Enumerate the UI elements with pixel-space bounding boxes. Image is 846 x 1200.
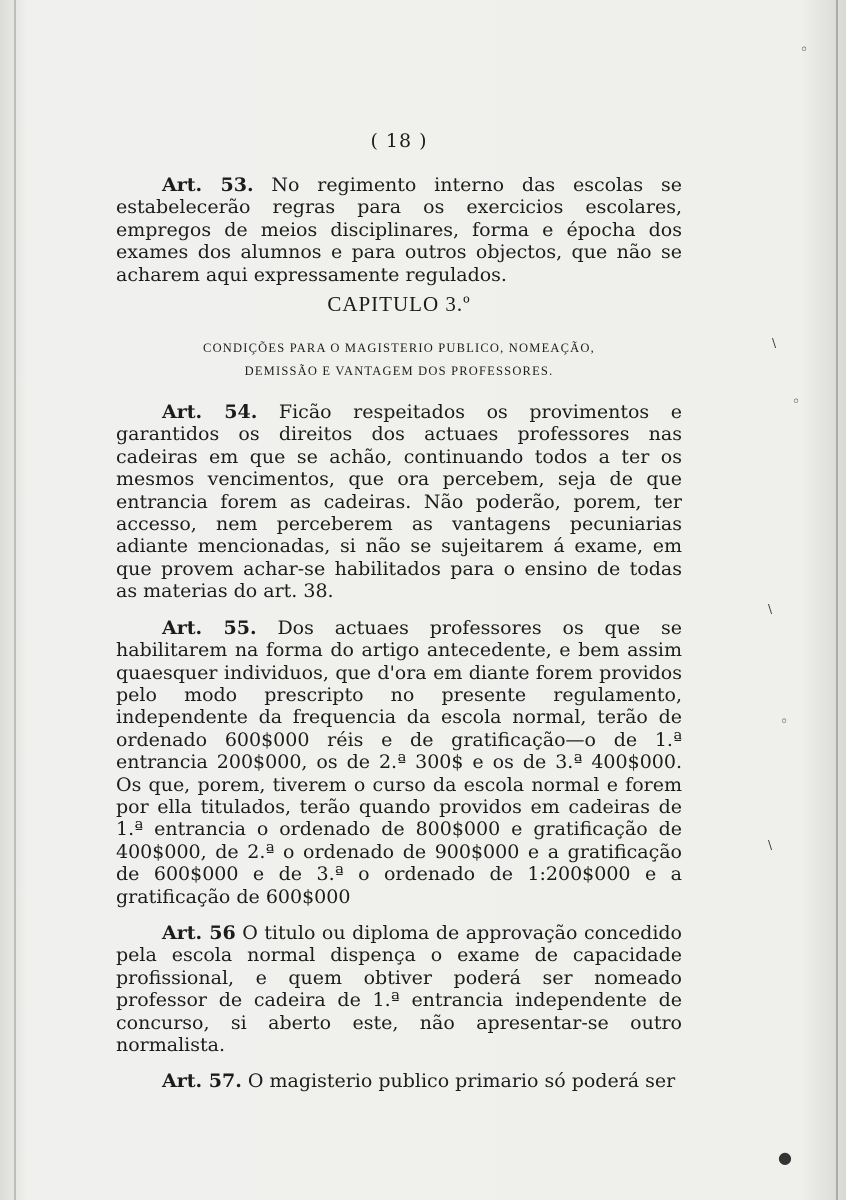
article-text: O magisterio publico primario só poderá ser (247, 1070, 676, 1093)
article-text: Ficão respeitados os provimentos e garantidos os direitos dos actuaes professores nas cadeiras em que se achão, continuando todos a ter os mesmos vencimentos, que ora percebem, seja de que entrancia forem as cadeiras. Não poderão, porem, ter accesso, nem perceberem as vantagens pecuniarias adiante mencionadas, si não se sujeitarem á exame, em que provem achar-se habilitados para o ensino de todas as materias do art. 38. (116, 401, 682, 603)
paragraph-gap (116, 1056, 682, 1070)
article-54 (116, 401, 682, 603)
article-text: No regimento interno das escolas se estabelecerão regras para os exercicios escolares, empregos de meios disciplinares, forma e épocha dos exames dos alumnos e para outros objectos, que não se acharem aqui expressamente regulados. (116, 174, 682, 286)
chapter-subtitle (116, 337, 682, 383)
article-label: Art. 55. (162, 616, 257, 639)
article-57 (116, 1070, 682, 1092)
article-text: O titulo ou diploma de approvação concedido pela escola normal dispença o exame de capacidade profissional, e quem obtiver poderá ser nomeado professor de cadeira de 1.ª entrancia independente de concurso, si aberto este, não apresentar-se outro normalista. (116, 921, 682, 1056)
article-53 (116, 174, 682, 286)
margin-speck: \ (768, 838, 773, 852)
chapter-subtitle-line-1: CONDIÇÕES PARA O MAGISTERIO PUBLICO, NOMEAÇÃO, (203, 341, 595, 356)
article-text: Dos actuaes professores os que se habilitarem na forma do artigo antecedente, e bem assim quaesquer individuos, que d'ora em diante forem providos pelo modo prescripto no presente regulamento, independente da frequencia da escola normal, terão de ordenado 600$000 réis e de gratificação—o de 1.ª entrancia 200$000, os de 2.ª 300$ e os de 3.ª 400$000. Os que, porem, tiverem o curso da escola normal e forem por ella titulados, terão quando providos em cadeiras de 1.ª entrancia o ordenado de 800$000 e gratificação de 400$000, de 2.ª o ordenado de 900$000 e a gratificação de 600$000 e de 3.ª o ordenado de 1:200$000 e a gratificação de 600$000 (116, 616, 682, 908)
page-left-edge (14, 0, 16, 1200)
page-right-edge (836, 0, 838, 1200)
chapter-subtitle-line-2: DEMISSÃO E VANTAGEM DOS PROFESSORES. (244, 364, 554, 379)
article-55 (116, 617, 682, 908)
margin-speck: ● (778, 1148, 792, 1167)
margin-speck: \ (768, 602, 773, 616)
article-56 (116, 922, 682, 1056)
paragraph-gap (116, 603, 682, 617)
article-label: Art. 54. (162, 401, 258, 424)
chapter-title: CAPITULO 3.º (327, 292, 471, 317)
article-label: Art. 57. (162, 1070, 242, 1093)
document-body (116, 130, 682, 1093)
margin-speck: ◦ (800, 42, 809, 58)
page-number: ( 18 ) (370, 130, 428, 152)
margin-speck: ◦ (792, 394, 801, 410)
article-label: Art. 53. (162, 174, 254, 196)
paragraph-gap (116, 908, 682, 922)
margin-speck: \ (772, 336, 777, 350)
article-label: Art. 56 (162, 921, 236, 944)
margin-speck: ◦ (780, 714, 789, 730)
